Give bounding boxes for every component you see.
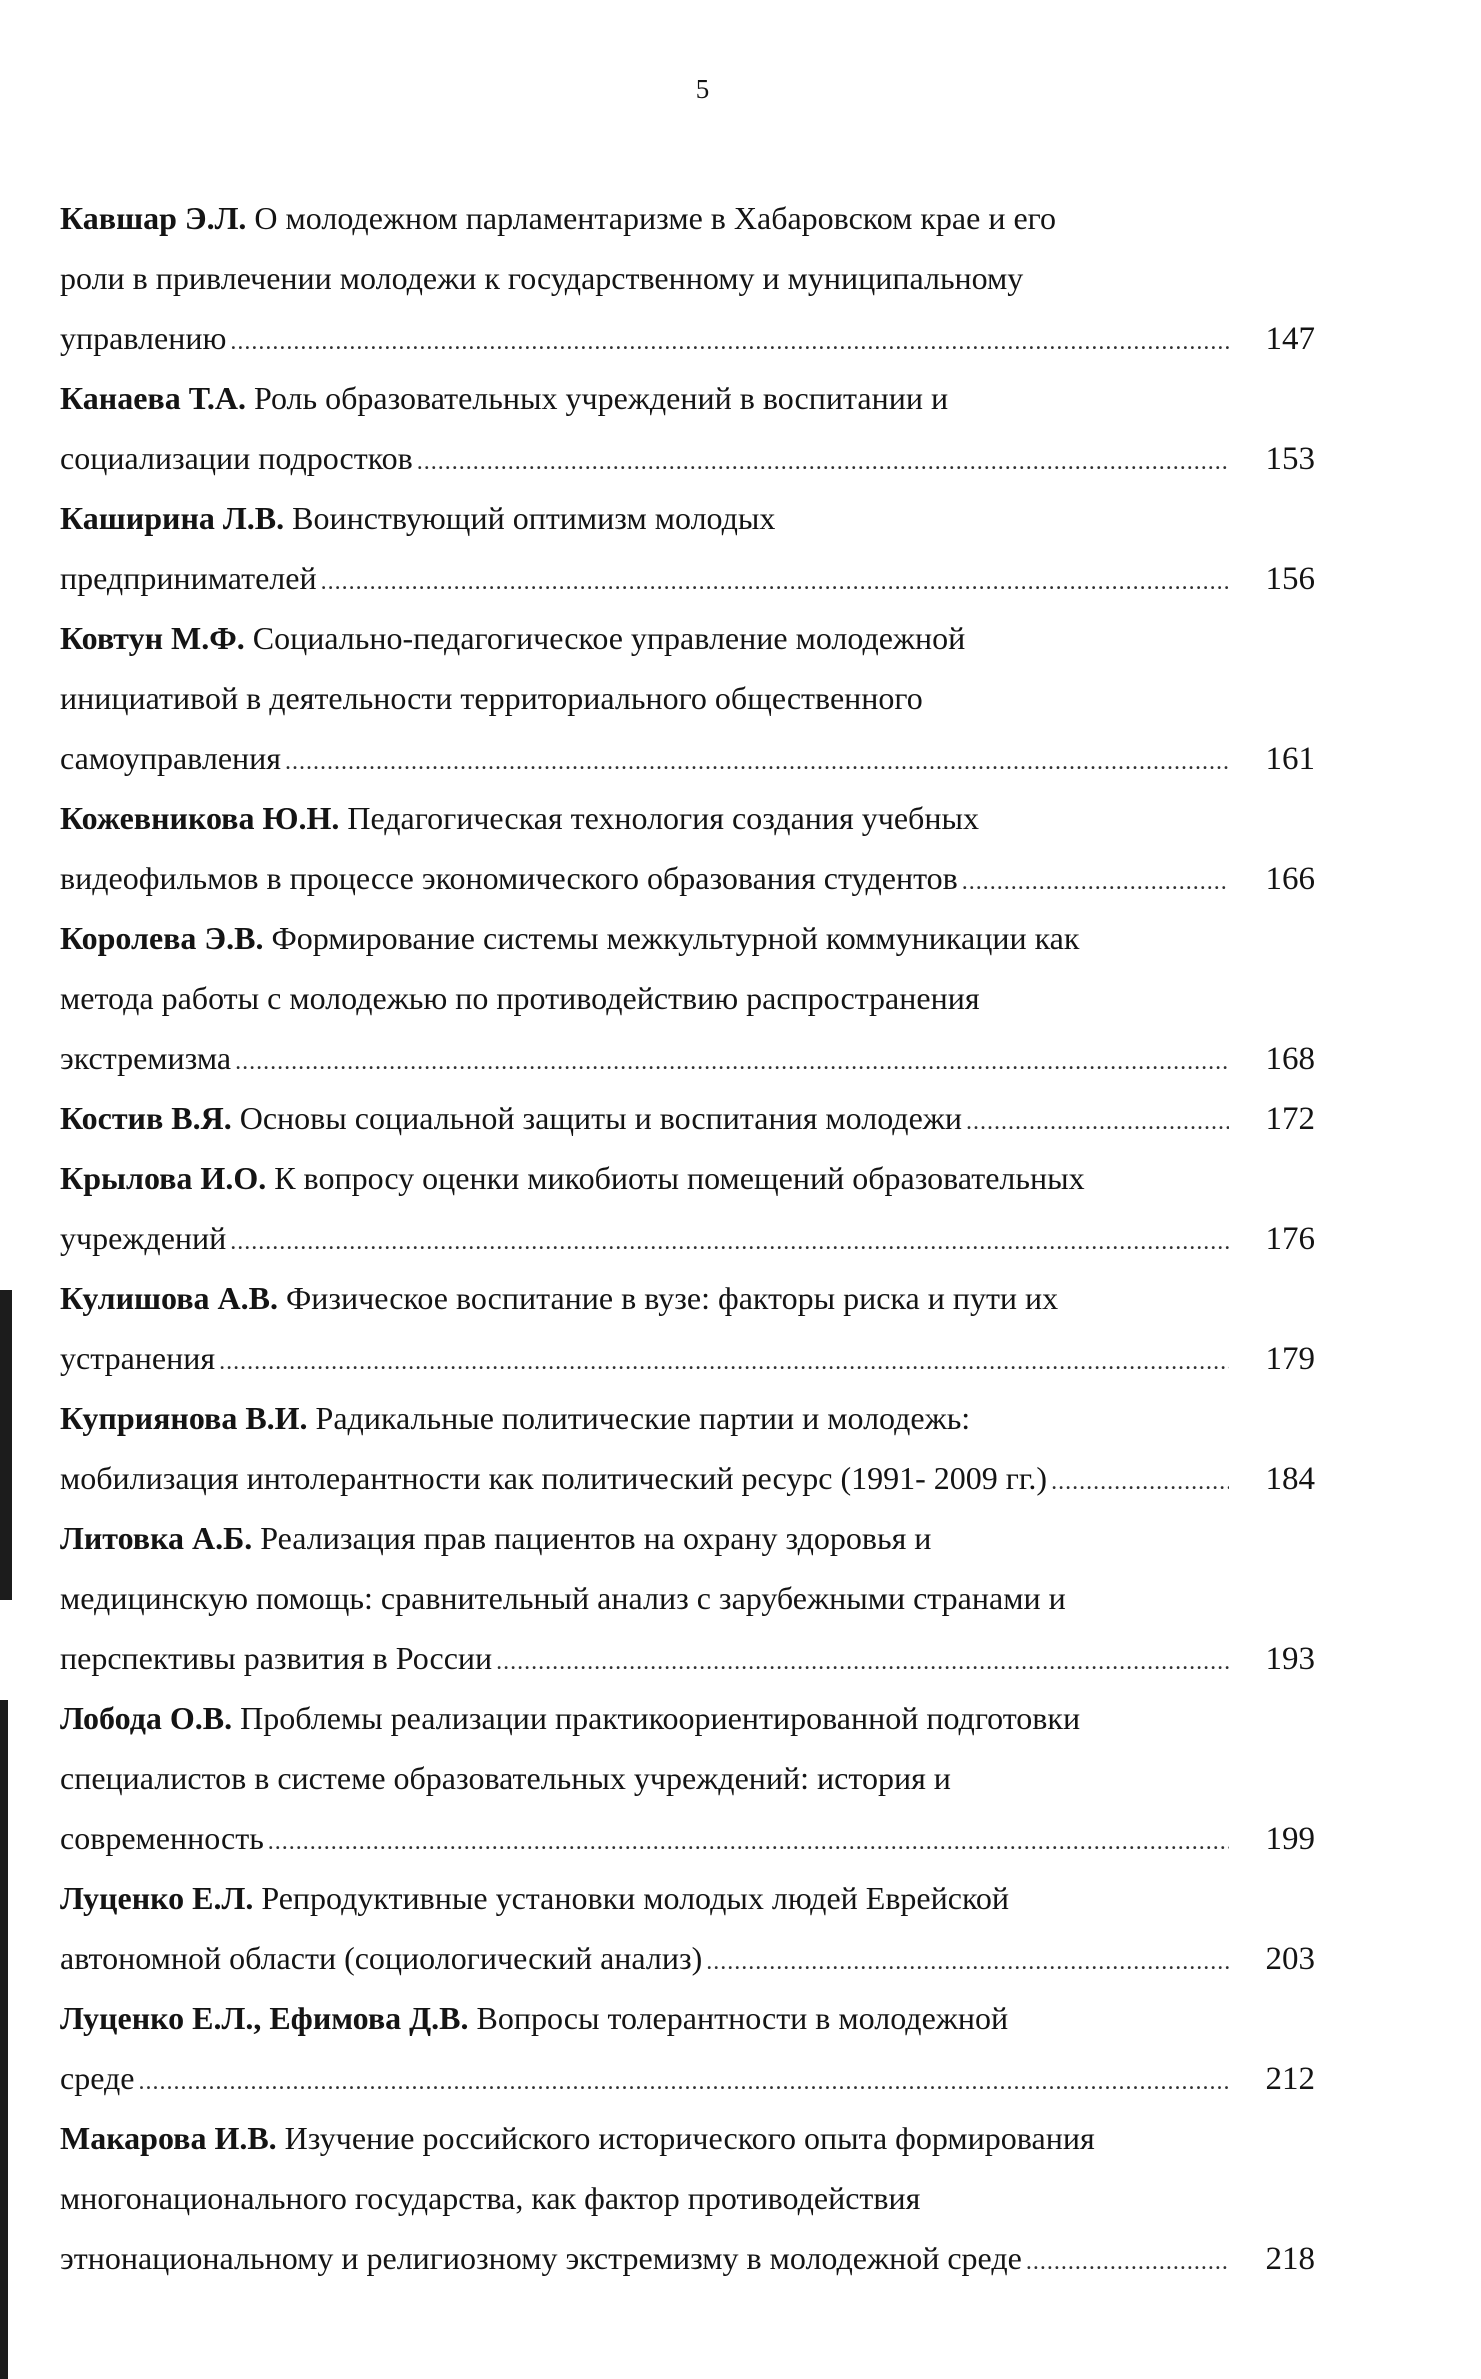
toc-entry-author: Кулишова А.В. — [60, 1280, 278, 1316]
toc-entry-title: инициативой в деятельности территориального общественного — [60, 680, 923, 716]
toc-entry-line — [60, 1988, 1315, 2048]
toc-entry-line — [60, 1448, 1315, 1508]
page-number: 5 — [695, 74, 710, 104]
toc-entry-heading — [60, 908, 1079, 968]
toc-entry-author: Луценко Е.Л., Ефимова Д.В. — [60, 2000, 469, 2036]
toc-entry-title-continued — [60, 2048, 134, 2108]
toc-entry-heading — [60, 2108, 1095, 2168]
dot-leader — [138, 2052, 1229, 2108]
toc-entry-title-continued — [60, 1928, 702, 1988]
toc-entry-title: многонационального государства, как фактор противодействия — [60, 2180, 921, 2216]
toc-entry-line — [60, 308, 1315, 368]
toc-entry-title-continued — [60, 728, 281, 788]
toc-entry — [60, 1388, 1315, 1508]
toc-entry-heading — [60, 1988, 1008, 2048]
toc-entry-page-number: 166 — [1265, 861, 1315, 897]
toc-entry-author: Крылова И.О. — [60, 1160, 267, 1196]
toc-entry-page-number: 168 — [1265, 1041, 1315, 1077]
toc-entry-title-continued — [60, 428, 413, 488]
toc-entry-title-continued — [60, 668, 923, 728]
toc-entry-line — [60, 788, 1315, 848]
toc-entry — [60, 1988, 1315, 2108]
toc-entry-page-number: 156 — [1265, 561, 1315, 597]
toc-entry — [60, 1688, 1315, 1868]
toc-entry-heading — [60, 188, 1056, 248]
toc-entry-title-continued — [60, 548, 317, 608]
toc-entry-line — [60, 1328, 1315, 1388]
toc-entry — [60, 188, 1315, 368]
toc-entry-line — [60, 1928, 1315, 1988]
scan-shadow — [0, 1700, 8, 2379]
toc-entry-title: экстремизма — [60, 1040, 232, 1076]
toc-entry-author: Лобода О.В. — [60, 1700, 233, 1736]
toc-entry-title: Роль образовательных учреждений в воспитании и — [253, 380, 949, 416]
toc-entry-author: Канаева Т.А. — [60, 380, 246, 416]
toc-entry-page-number: 179 — [1265, 1341, 1315, 1377]
toc-entry-line — [60, 188, 1315, 248]
toc-entry — [60, 2108, 1315, 2288]
toc-entry-line — [60, 608, 1315, 668]
toc-entry-title-continued — [60, 1328, 215, 1388]
toc-entry-line — [60, 1208, 1315, 1268]
toc-entry-title: среде — [60, 2060, 135, 2096]
toc-entry-title: Физическое воспитание в вузе: факторы риска и пути их — [285, 1280, 1059, 1316]
toc-entry-page-number: 176 — [1265, 1221, 1315, 1257]
toc-entry-author: Макарова И.В. — [60, 2120, 277, 2156]
toc-entry — [60, 1868, 1315, 1988]
toc-entry-title: устранения — [60, 1340, 216, 1376]
toc-entry-line — [60, 728, 1315, 788]
toc-entry-heading — [60, 608, 965, 668]
toc-entry-line — [60, 1028, 1315, 1088]
toc-entry-line — [60, 548, 1315, 608]
toc-entry-title: Воинствующий оптимизм молодых — [292, 500, 776, 536]
scan-shadow — [0, 1290, 12, 1600]
toc-entry-line — [60, 1868, 1315, 1928]
toc-entry-title: О молодежном парламентаризме в Хабаровском крае и его — [254, 200, 1056, 236]
toc-entry-line — [60, 488, 1315, 548]
toc-entry-author: Каширина Л.В. — [60, 500, 285, 536]
toc-entry-title-continued — [60, 1628, 492, 1688]
toc-entry-title-continued — [60, 308, 226, 368]
toc-entry-author: Кавшар Э.Л. — [60, 200, 247, 236]
toc-entry-page-number: 153 — [1265, 441, 1315, 477]
dot-leader — [235, 1032, 1229, 1088]
toc-entry-line — [60, 1688, 1315, 1748]
toc-entry-heading — [60, 1688, 1080, 1748]
toc-entry-title-continued — [60, 1748, 951, 1808]
toc-entry-title-continued — [60, 2228, 1022, 2288]
dot-leader — [285, 732, 1229, 788]
toc-entry-author: Кожевникова Ю.Н. — [60, 800, 340, 836]
toc-entry — [60, 1268, 1315, 1388]
toc-entry-heading — [60, 1148, 1085, 1208]
toc-entry-title: самоуправления — [60, 740, 281, 776]
toc-entry-title-continued — [60, 968, 980, 1028]
toc-entry-line — [60, 1088, 1315, 1148]
toc-entry-title: медицинскую помощь: сравнительный анализ с зарубежными странами и — [60, 1580, 1066, 1616]
toc-entry-title-continued — [60, 848, 958, 908]
toc-entry-line — [60, 1508, 1315, 1568]
toc-entry-title-continued — [60, 2168, 920, 2228]
toc-entry-line — [60, 1388, 1315, 1448]
toc-entry-heading — [60, 488, 775, 548]
dot-leader — [962, 852, 1229, 908]
dot-leader — [1026, 2232, 1229, 2288]
toc-entry-line — [60, 908, 1315, 968]
toc-entry-title: этнонациональному и религиозному экстремизму в молодежной среде — [60, 2240, 1022, 2276]
toc-entry-title: перспективы развития в России — [60, 1640, 493, 1676]
toc-entry — [60, 488, 1315, 608]
dot-leader — [496, 1632, 1229, 1688]
toc-entry-heading — [60, 1868, 1009, 1928]
toc-entry-page-number: 199 — [1265, 1821, 1315, 1857]
toc-entry-page-number: 172 — [1265, 1101, 1315, 1137]
toc-entry-author: Ковтун М.Ф. — [60, 620, 245, 656]
toc-entry-heading — [60, 1508, 931, 1568]
toc-entry — [60, 908, 1315, 1088]
toc-entry-line — [60, 2228, 1315, 2288]
toc-entry-title: Реализация прав пациентов на охрану здоровья и — [260, 1520, 932, 1556]
toc-entry-heading — [60, 368, 948, 428]
toc-entry — [60, 608, 1315, 788]
toc-entry-line — [60, 1808, 1315, 1868]
toc-entry-page-number: 212 — [1265, 2061, 1315, 2097]
dot-leader — [417, 432, 1229, 488]
toc-entry-line — [60, 2108, 1315, 2168]
dot-leader — [268, 1812, 1229, 1868]
toc-entry-title: Изучение российского исторического опыта формирования — [284, 2120, 1095, 2156]
toc-entry-title: предпринимателей — [60, 560, 317, 596]
toc-entry-title: метода работы с молодежью по противодействию распространения — [60, 980, 980, 1016]
toc-entry-line — [60, 1268, 1315, 1328]
toc-entry-author: Литовка А.Б. — [60, 1520, 253, 1556]
toc-entry-title: специалистов в системе образовательных учреждений: история и — [60, 1760, 951, 1796]
toc-entry-heading — [60, 788, 979, 848]
toc-entry-title: социализации подростков — [60, 440, 413, 476]
toc-entry-title: Проблемы реализации практикоориентированной подготовки — [240, 1700, 1081, 1736]
toc-entry-line — [60, 848, 1315, 908]
toc-entry-title: К вопросу оценки микобиоты помещений образовательных — [274, 1160, 1085, 1196]
toc-entry-title: Радикальные политические партии и молодежь: — [315, 1400, 971, 1436]
toc-entry-title: Репродуктивные установки молодых людей Еврейской — [261, 1880, 1009, 1916]
dot-leader — [230, 1212, 1229, 1268]
toc-entry-page-number: 193 — [1265, 1641, 1315, 1677]
toc-entry-page-number: 161 — [1265, 741, 1315, 777]
toc-entry-title: Основы социальной защиты и воспитания молодежи — [239, 1100, 962, 1136]
dot-leader — [966, 1092, 1229, 1148]
toc-entry-author: Луценко Е.Л. — [60, 1880, 254, 1916]
toc-entry-title: Вопросы толерантности в молодежной — [476, 2000, 1009, 2036]
toc-entry-page-number: 184 — [1265, 1461, 1315, 1497]
toc-entry-title: Социально-педагогическое управление молодежной — [252, 620, 966, 656]
toc-entry-line — [60, 968, 1315, 1028]
toc-entry-line — [60, 368, 1315, 428]
toc-entry — [60, 368, 1315, 488]
toc-entry-line — [60, 2168, 1315, 2228]
dot-leader — [321, 552, 1229, 608]
toc-entry-heading — [60, 1088, 962, 1148]
toc-entry-author: Костив В.Я. — [60, 1100, 232, 1136]
toc-entry-title: управлению — [60, 320, 227, 356]
toc-entry-title-continued — [60, 248, 1023, 308]
toc-entry-line — [60, 668, 1315, 728]
toc-entry-title-continued — [60, 1808, 264, 1868]
toc-entry-line — [60, 1628, 1315, 1688]
toc-entry-heading — [60, 1388, 970, 1448]
toc-entry-page-number: 203 — [1265, 1941, 1315, 1977]
toc-entry-title: Формирование системы межкультурной коммуникации как — [271, 920, 1080, 956]
toc-entry-page-number: 218 — [1265, 2241, 1315, 2277]
toc-entry-page-number: 147 — [1265, 321, 1315, 357]
toc-entry-title-continued — [60, 1208, 226, 1268]
table-of-contents — [60, 188, 1315, 2288]
toc-entry-line — [60, 2048, 1315, 2108]
toc-entry — [60, 1508, 1315, 1688]
toc-entry-line — [60, 1568, 1315, 1628]
toc-entry-title: учреждений — [60, 1220, 227, 1256]
toc-entry-line — [60, 428, 1315, 488]
dot-leader — [219, 1332, 1229, 1388]
toc-entry-author: Королева Э.В. — [60, 920, 264, 956]
toc-entry-heading — [60, 1268, 1058, 1328]
toc-entry-title: современность — [60, 1820, 264, 1856]
toc-entry-title: Педагогическая технология создания учебных — [347, 800, 979, 836]
dot-leader — [706, 1932, 1229, 1988]
toc-entry-title-continued — [60, 1028, 231, 1088]
toc-entry-title: мобилизация интолерантности как политический ресурс (1991- 2009 гг.) — [60, 1460, 1048, 1496]
dot-leader — [1051, 1452, 1229, 1508]
toc-entry-title-continued — [60, 1568, 1066, 1628]
toc-entry — [60, 788, 1315, 908]
toc-entry — [60, 1148, 1315, 1268]
toc-entry-author: Куприянова В.И. — [60, 1400, 308, 1436]
dot-leader — [230, 312, 1229, 368]
toc-entry-title: роли в привлечении молодежи к государственному и муниципальному — [60, 260, 1024, 296]
toc-entry-line — [60, 1748, 1315, 1808]
toc-entry — [60, 1088, 1315, 1148]
toc-entry-title: видеофильмов в процессе экономического образования студентов — [60, 860, 958, 896]
toc-entry-title-continued — [60, 1448, 1047, 1508]
toc-entry-line — [60, 1148, 1315, 1208]
toc-entry-line — [60, 248, 1315, 308]
toc-entry-title: автономной области (социологический анализ) — [60, 1940, 703, 1976]
